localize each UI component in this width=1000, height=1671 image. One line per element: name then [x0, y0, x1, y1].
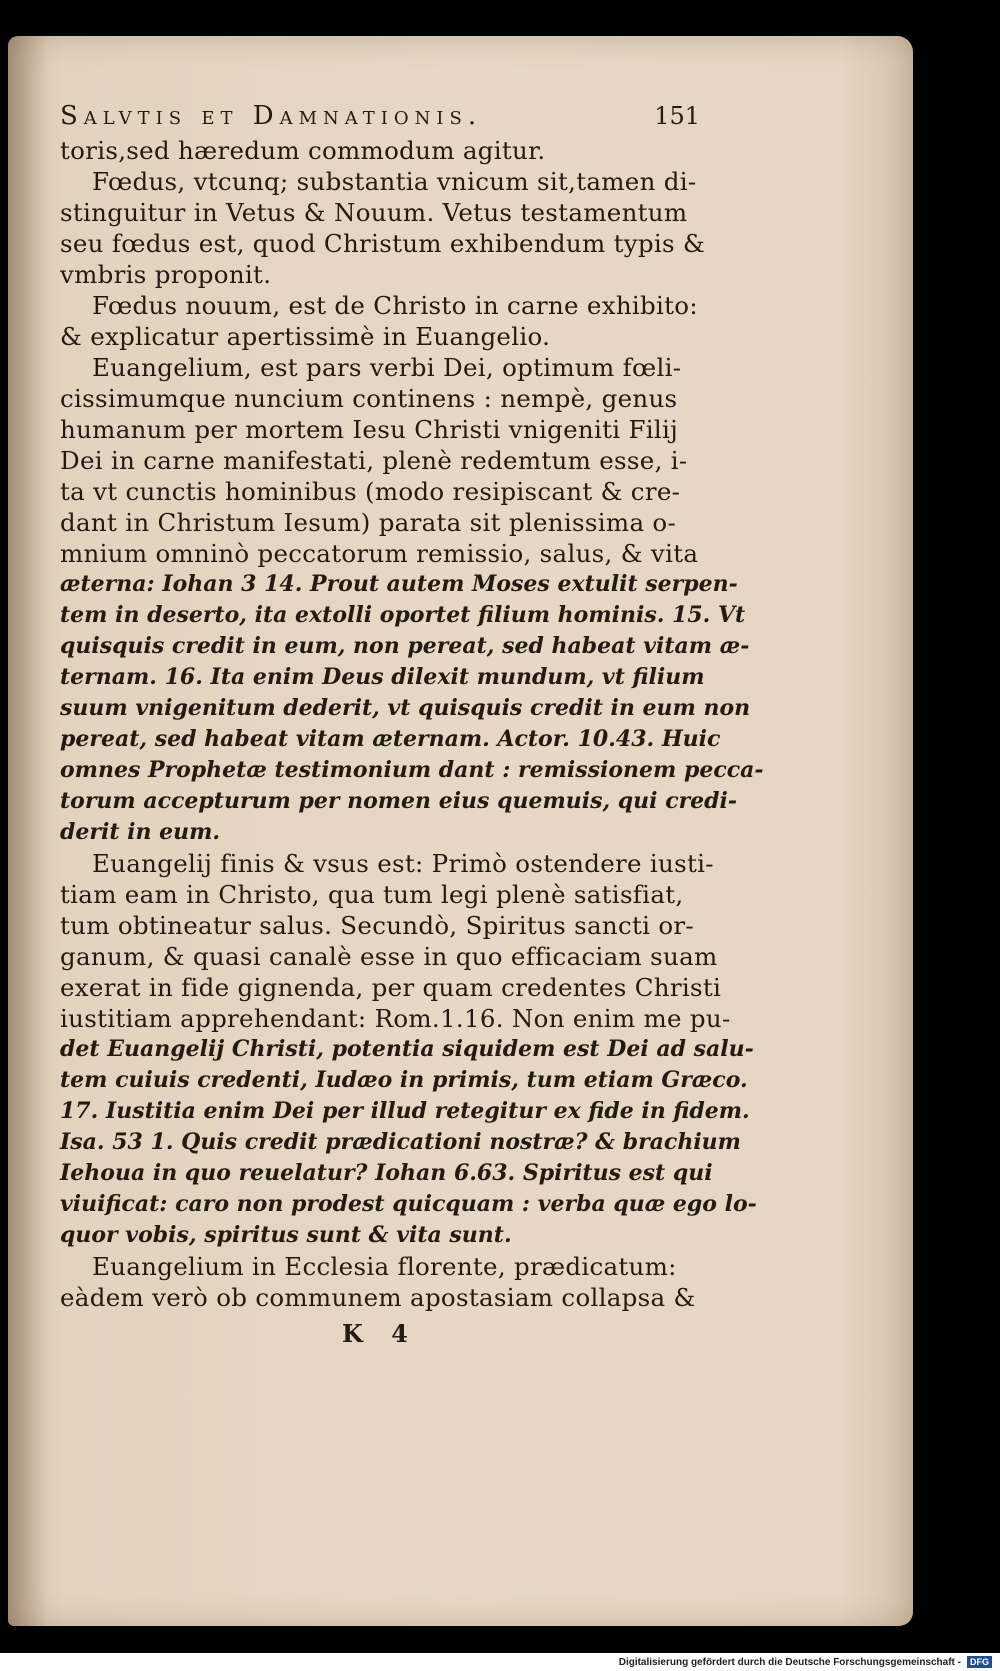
page-header: [60, 101, 700, 135]
text-line: det Euangelij Christi, potentia siquidem est Dei ad salu-: [60, 1036, 754, 1062]
text-line: seu fœdus est, quod Christum exhibendum typis &: [60, 229, 706, 258]
page-text-block: [60, 101, 764, 1348]
text-line: exerat in fide gignenda, per quam credentes Christi: [60, 973, 722, 1002]
text-line: tem in deserto, ita extolli oportet filium hominis. 15. Vt: [60, 602, 746, 628]
text-line: cissimumque nuncium continens : nempè, genus: [60, 384, 678, 413]
text-line: humanum per mortem Iesu Christi vnigeniti Filij: [60, 415, 679, 444]
text-line: vmbris proponit.: [60, 260, 272, 289]
text-line: tem cuiuis credenti, Iudæo in primis, tum etiam Græco.: [60, 1067, 748, 1093]
text-line: ganum, & quasi canalè esse in quo efficaciam suam: [60, 942, 718, 971]
text-line: quor vobis, spiritus sunt & vita sunt.: [60, 1222, 512, 1248]
text-line: Isa. 53 1. Quis credit prædicationi nostræ? & brachium: [60, 1129, 741, 1155]
text-line: eàdem verò ob communem apostasiam collapsa &: [60, 1283, 696, 1312]
text-line: mnium omninò peccatorum remissio, salus, & vita: [60, 539, 699, 568]
text-line: stinguitur in Vetus & Nouum. Vetus testamentum: [60, 198, 688, 227]
dfg-logo: DFG: [967, 1656, 992, 1668]
funding-credit: Digitalisierung gefördert durch die Deutsche Forschungsgemeinschaft -: [618, 1656, 961, 1668]
text-line: Euangelium in Ecclesia florente, prædicatum:: [92, 1252, 677, 1281]
text-line: derit in eum.: [60, 819, 221, 845]
text-line: Euangelium, est pars verbi Dei, optimum fœli-: [92, 353, 682, 382]
digitization-footer: [0, 1653, 1000, 1671]
body-text: [60, 135, 764, 1313]
signature-mark: K 4: [342, 1319, 418, 1348]
text-line: omnes Prophetæ testimonium dant : remissionem pecca-: [60, 757, 764, 783]
text-line: Fœdus, vtcunq; substantia vnicum sit,tamen di-: [92, 167, 697, 196]
book-page: [8, 36, 913, 1626]
text-line: Fœdus nouum, est de Christo in carne exhibito:: [92, 291, 698, 320]
text-line: tum obtineatur salus. Secundò, Spiritus sancti or-: [60, 911, 695, 940]
text-line: quisquis credit in eum, non pereat, sed habeat vitam æ-: [60, 633, 750, 659]
text-line: ternam. 16. Ita enim Deus dilexit mundum, vt filium: [60, 664, 705, 690]
running-head: Salvtis et Damnationis.: [60, 101, 483, 131]
text-line: Iehoua in quo reuelatur? Iohan 6.63. Spiritus est qui: [60, 1160, 713, 1186]
text-line: 17. Iustitia enim Dei per illud retegitur ex fide in fidem.: [60, 1098, 750, 1124]
page-number: 151: [654, 102, 700, 130]
text-line: ta vt cunctis hominibus (modo resipiscant & cre-: [60, 477, 681, 506]
gutter-stain: [8, 36, 48, 1626]
text-line: pereat, sed habeat vitam æternam. Actor. 10.43. Huic: [60, 726, 721, 752]
text-line: æterna: Iohan 3 14. Prout autem Moses extulit serpen-: [60, 571, 738, 597]
text-line: toris,sed hæredum commodum agitur.: [60, 136, 546, 165]
text-line: & explicatur apertissimè in Euangelio.: [60, 322, 551, 351]
text-line: suum vnigenitum dederit, vt quisquis credit in eum non: [60, 695, 751, 721]
text-line: Euangelij finis & vsus est: Primò ostendere iusti-: [92, 849, 714, 878]
text-line: Dei in carne manifestati, plenè redemtum esse, i-: [60, 446, 688, 475]
text-line: iustitiam apprehendant: Rom.1.16. Non enim me pu-: [60, 1004, 731, 1033]
text-line: torum accepturum per nomen eius quemuis, qui credi-: [60, 788, 738, 814]
text-line: dant in Christum Iesum) parata sit plenissima o-: [60, 508, 677, 537]
text-line: viuificat: caro non prodest quicquam : verba quæ ego lo-: [60, 1191, 757, 1217]
text-line: tiam eam in Christo, qua tum legi plenè satisfiat,: [60, 880, 684, 909]
